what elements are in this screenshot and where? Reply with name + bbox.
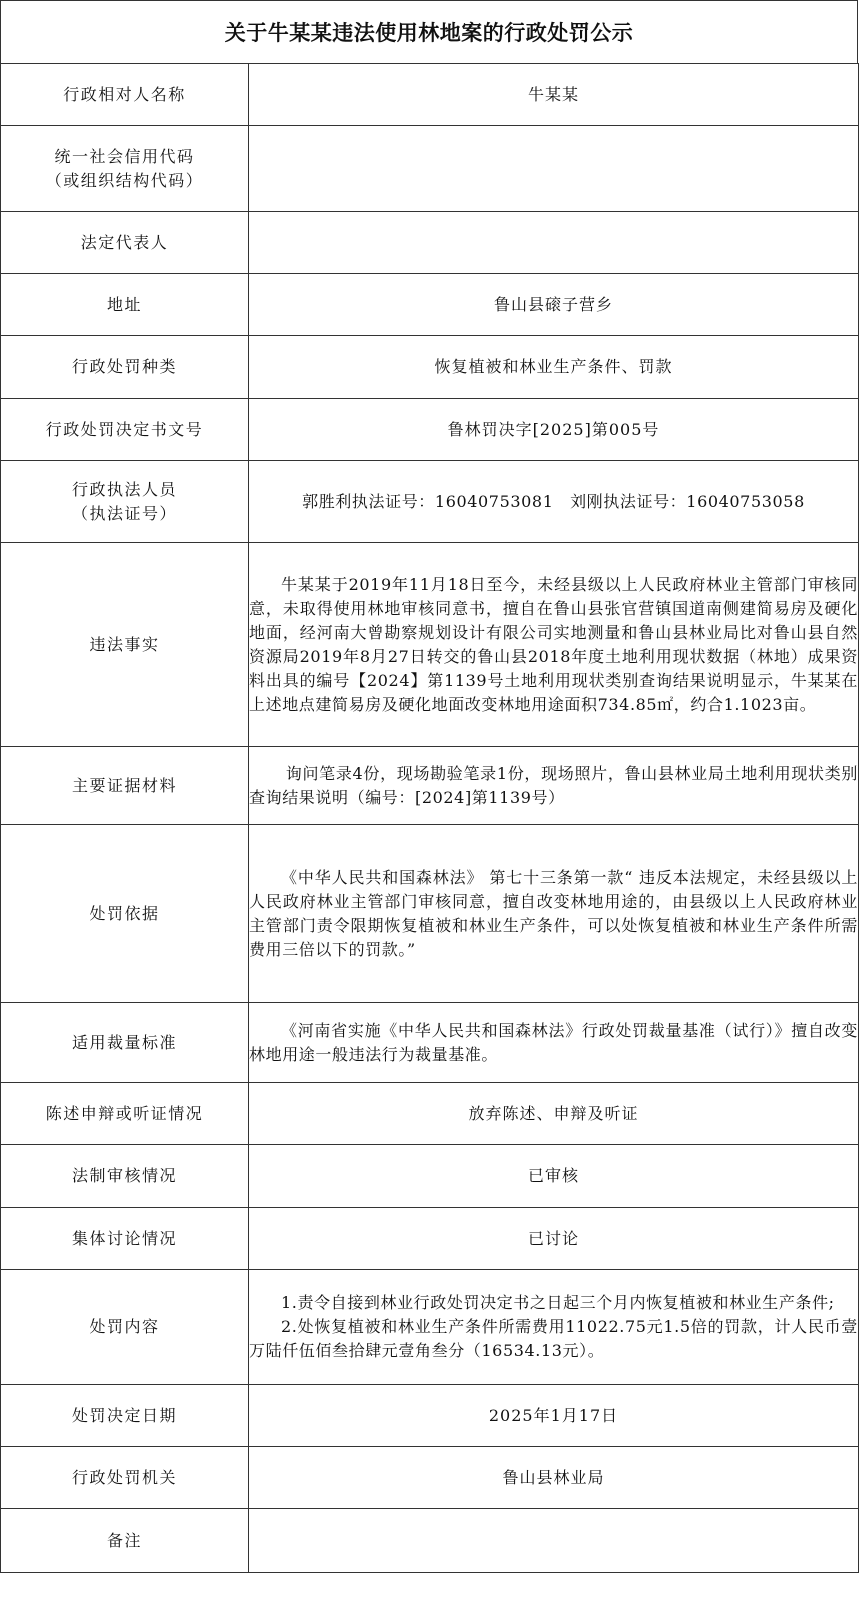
table-row (1, 336, 859, 399)
content-value (249, 1270, 859, 1385)
credit-code-value (249, 126, 859, 212)
statement-value: 放弃陈述、申辩及听证 (249, 1083, 859, 1145)
address-value: 鲁山县磙子营乡 (249, 274, 859, 336)
decision-number-label: 行政处罚决定书文号 (1, 399, 249, 461)
facts-value (249, 543, 859, 747)
evidence-text: 询问笔录4份，现场勘验笔录1份，现场照片，鲁山县林业局土地利用现状类别查询结果说明（编号：[2024]第1139号） (249, 763, 858, 807)
discretion-text: 《河南省实施《中华人民共和国森林法》行政处罚裁量基准（试行）》擅自改变林地用途一般违法行为裁量基准。 (249, 1020, 858, 1064)
remarks-label: 备注 (1, 1509, 249, 1573)
legal-review-value: 已审核 (249, 1145, 859, 1208)
decision-date-label: 处罚决定日期 (1, 1385, 249, 1447)
document-title: 关于牛某某违法使用林地案的行政处罚公示 (0, 0, 858, 63)
collective-label: 集体讨论情况 (1, 1208, 249, 1270)
authority-label: 行政处罚机关 (1, 1447, 249, 1509)
discretion-value (249, 1003, 859, 1083)
legal-review-label: 法制审核情况 (1, 1145, 249, 1208)
table-row (1, 126, 859, 212)
officers-value: 郭胜利执法证号：16040753081 刘刚执法证号：16040753058 (249, 461, 859, 543)
table-row (1, 825, 859, 1003)
party-name-value: 牛某某 (249, 64, 859, 126)
authority-value: 鲁山县林业局 (249, 1447, 859, 1509)
table-row (1, 399, 859, 461)
table-row (1, 1208, 859, 1270)
officers-label-line1: 行政执法人员 (71, 479, 177, 499)
facts-text: 牛某某于2019年11月18日至今，未经县级以上人民政府林业主管部门审核同意，未取得使用林地审核同意书，擅自在鲁山县张官营镇国道南侧建简易房及硬化地面，经河南大曾勘察规划设计有限公司实地测量和鲁山县林业局比对鲁山县自然资源局2019年8月27日转交的鲁山县2018年度土地利用现状数据（林地）成果资料出具的编号【2024】第1139号土地利用现状类别查询结果说明显示，牛某某在上述地点建简易房及硬化地面改变林地用途面积734.85㎡，约合1.1023亩。 (249, 574, 858, 714)
credit-code-label-line2: （或组织结构代码） (45, 170, 204, 190)
officers-label (1, 461, 249, 543)
table-row (1, 543, 859, 747)
basis-text: 《中华人民共和国森林法》 第七十三条第一款“ 违反本法规定，未经县级以上人民政府林业主管部门审核同意，擅自改变林地用途的，由县级以上人民政府林业主管部门责令限期恢复植被和林业生产条件，可以处恢复植被和林业生产条件所需费用三倍以下的罚款。” (249, 867, 858, 959)
table-row (1, 1447, 859, 1509)
evidence-value (249, 747, 859, 825)
table-row (1, 1083, 859, 1145)
party-name-label: 行政相对人名称 (1, 64, 249, 126)
table-row (1, 1270, 859, 1385)
basis-value (249, 825, 859, 1003)
credit-code-label-line1: 统一社会信用代码 (54, 146, 195, 166)
content-item-2: 2.处恢复植被和林业生产条件所需费用11022.75元1.5倍的罚款，计人民币壹万陆仟伍佰叁拾肆元壹角叁分（16534.13元）。 (249, 1317, 858, 1360)
table-row (1, 1385, 859, 1447)
table-row (1, 64, 859, 126)
table-row (1, 274, 859, 336)
penalty-type-value: 恢复植被和林业生产条件、罚款 (249, 336, 859, 399)
penalty-type-label: 行政处罚种类 (1, 336, 249, 399)
table-row (1, 1509, 859, 1573)
content-label: 处罚内容 (1, 1270, 249, 1385)
decision-date-value: 2025年1月17日 (249, 1385, 859, 1447)
table-row (1, 747, 859, 825)
facts-label: 违法事实 (1, 543, 249, 747)
legal-rep-label: 法定代表人 (1, 212, 249, 274)
remarks-value (249, 1509, 859, 1573)
basis-label: 处罚依据 (1, 825, 249, 1003)
discretion-label: 适用裁量标准 (1, 1003, 249, 1083)
legal-rep-value (249, 212, 859, 274)
statement-label: 陈述申辩或听证情况 (1, 1083, 249, 1145)
evidence-label: 主要证据材料 (1, 747, 249, 825)
address-label: 地址 (1, 274, 249, 336)
content-item-1: 1.责令自接到林业行政处罚决定书之日起三个月内恢复植被和林业生产条件; (281, 1293, 835, 1312)
table-row (1, 1145, 859, 1208)
credit-code-label (1, 126, 249, 212)
collective-value: 已讨论 (249, 1208, 859, 1270)
penalty-info-table (0, 63, 859, 1573)
table-row (1, 461, 859, 543)
officers-label-line2: （执法证号） (71, 503, 177, 523)
table-row (1, 1003, 859, 1083)
table-row (1, 212, 859, 274)
decision-number-value: 鲁林罚决字[2025]第005号 (249, 399, 859, 461)
